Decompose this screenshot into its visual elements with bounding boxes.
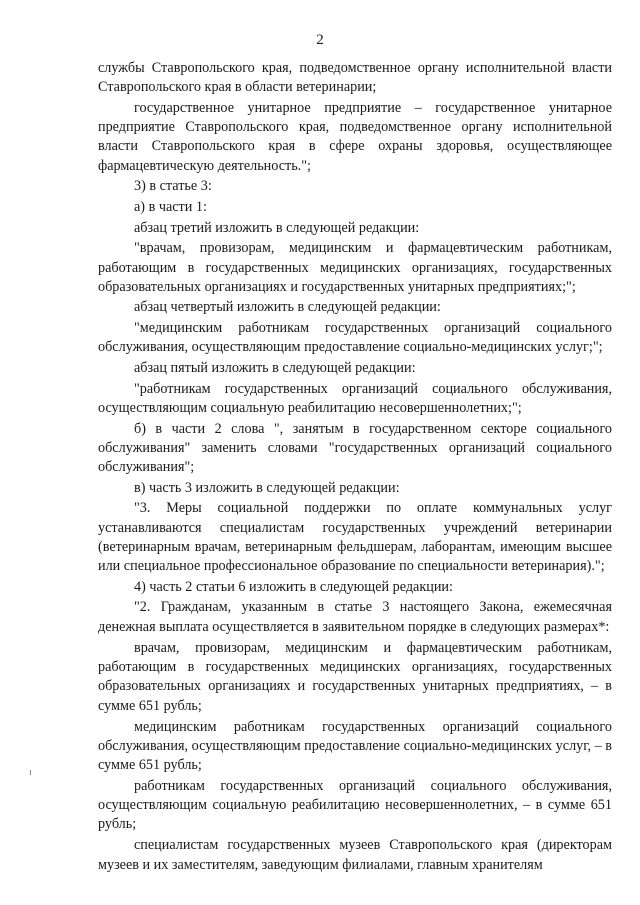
paragraph-unitary-enterprise-definition: государственное унитарное предприятие – государственное унитарное предприятие Ставропольского края, подведомственное органу исполнительной власти Ставропольского края в сфере охраны здоровья, осуществляющее фармацевтическую деятельность."; [98,99,612,174]
paragraph-abzac-third-text: "врачам, провизорам, медицинским и фармацевтическим работникам, работающим в государственных медицинских организациях, государственных образовательных организациях и государственных унитарных предприятиях;"; [98,240,612,295]
paragraph-abzac-fifth-text: "работникам государственных организаций социального обслуживания, осуществляющим социальную реабилитацию несовершеннолетних;"; [98,380,612,416]
paragraph-payment-doctors: врачам, провизорам, медицинским и фармацевтическим работникам, работающим в государственных медицинских организациях, государственных образовательных организациях и государственных унитарных предприятиях, – в сумме 651 рубль; [98,639,612,714]
paragraph-part-3-text: "3. Меры социальной поддержки по оплате коммунальных услуг устанавливаются специалистам государственных учреждений ветеринарии (ветеринарным врачам, ветеринарным фельдшерам, лаборантам, имеющим высшее или специальное профессиональное образование по специальности ветеринария)."; [98,500,612,575]
paragraph-item-3: 3) в статье 3: [134,178,212,195]
paragraph-subitem-b: б) в части 2 слова ", занятым в государственном секторе социального обслуживания" заменить словами "государственных организаций социального обслуживания"; [98,420,612,476]
paragraph-payment-social-workers: работникам государственных организаций социального обслуживания, осуществляющим социальную реабилитацию несовершеннолетних, – в сумме 651 рубль; [98,777,612,833]
document-body [98,59,612,875]
paragraph-abzac-fourth-text: "медицинским работникам государственных организаций социального обслуживания, осуществляющим предоставление социально-медицинских услуг;"; [98,320,612,356]
paragraph-subitem-a: а) в части 1: [134,198,207,215]
paragraph-payment-medical-workers: медицинским работникам государственных организаций социального обслуживания, осуществляющим предоставление социально-медицинских услуг, – в сумме 651 рубль; [98,718,612,774]
margin-mark [30,770,31,775]
paragraph-service-definition-end: службы Ставропольского края, подведомственное органу исполнительной власти Ставропольского края в области ветеринарии; [98,60,612,96]
paragraph-subitem-v: в) часть 3 изложить в следующей редакции: [134,479,400,496]
paragraph-part-2-text: "2. Гражданам, указанным в статье 3 настоящего Закона, ежемесячная денежная выплата осуществляется в заявительном порядке в следующих размерах*: [98,599,612,635]
page-number: 2 [316,32,324,48]
paragraph-abzac-fifth-heading: абзац пятый изложить в следующей редакции: [134,360,416,377]
paragraph-item-4: 4) часть 2 статьи 6 изложить в следующей редакции: [134,578,453,595]
paragraph-abzac-fourth-heading: абзац четвертый изложить в следующей редакции: [134,299,441,316]
paragraph-payment-museum-specialists: специалистам государственных музеев Ставропольского края (директорам музеев и их заместителям, заведующим филиалами, главным хранителям [98,837,612,873]
paragraph-abzac-third-heading: абзац третий изложить в следующей редакции: [134,219,420,236]
